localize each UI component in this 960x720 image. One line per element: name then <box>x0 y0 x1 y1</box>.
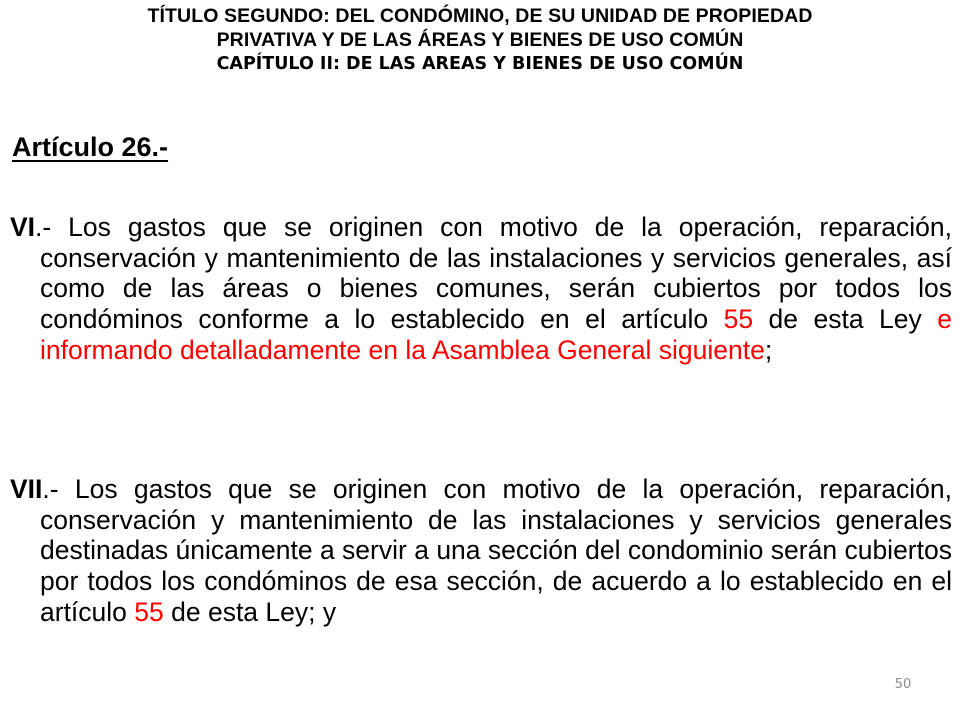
highlighted-amendment: e informando detalladamente en la Asamblea General siguiente <box>40 304 952 365</box>
title-line-1: TÍTULO SEGUNDO: DEL CONDÓMINO, DE SU UNIDAD DE PROPIEDAD <box>147 5 813 27</box>
page-number: 50 <box>894 677 912 692</box>
clause-numeral: VI <box>10 212 36 242</box>
clause-text: .- Los gastos que se originen con motivo de la operación, reparación, conservación y mantenimiento de las instalaciones y servicios generales destinadas únicamente a servir a una sección del condominio serán cubiertos por todos los condóminos de esa sección, de acuerdo a lo establecido en el artículo <box>40 474 952 627</box>
clause-text: .- Los gastos que se originen con motivo de la operación, reparación, conservación y mantenimiento de las instalaciones y servicios generales, así como de las áreas o bienes comunes, serán cubiertos por todos los condóminos conforme a lo establecido en el artículo <box>35 212 952 335</box>
clause-numeral: VII <box>10 474 43 504</box>
article-reference: 55 <box>723 304 754 335</box>
article-reference: 55 <box>134 596 164 627</box>
article-heading: Artículo 26.- <box>12 132 169 162</box>
document-header <box>0 4 960 76</box>
clause-vi <box>10 212 952 366</box>
clause-vii <box>10 474 952 628</box>
chapter-title: CAPÍTULO II: DE LAS AREAS Y BIENES DE USO COMÚN <box>216 54 744 74</box>
title-line-2: PRIVATIVA Y DE LAS ÁREAS Y BIENES DE USO COMÚN <box>216 29 744 51</box>
clause-text: de esta Ley <box>753 304 938 335</box>
clause-text: de esta Ley; y <box>163 596 337 627</box>
clause-text: ; <box>764 334 773 365</box>
